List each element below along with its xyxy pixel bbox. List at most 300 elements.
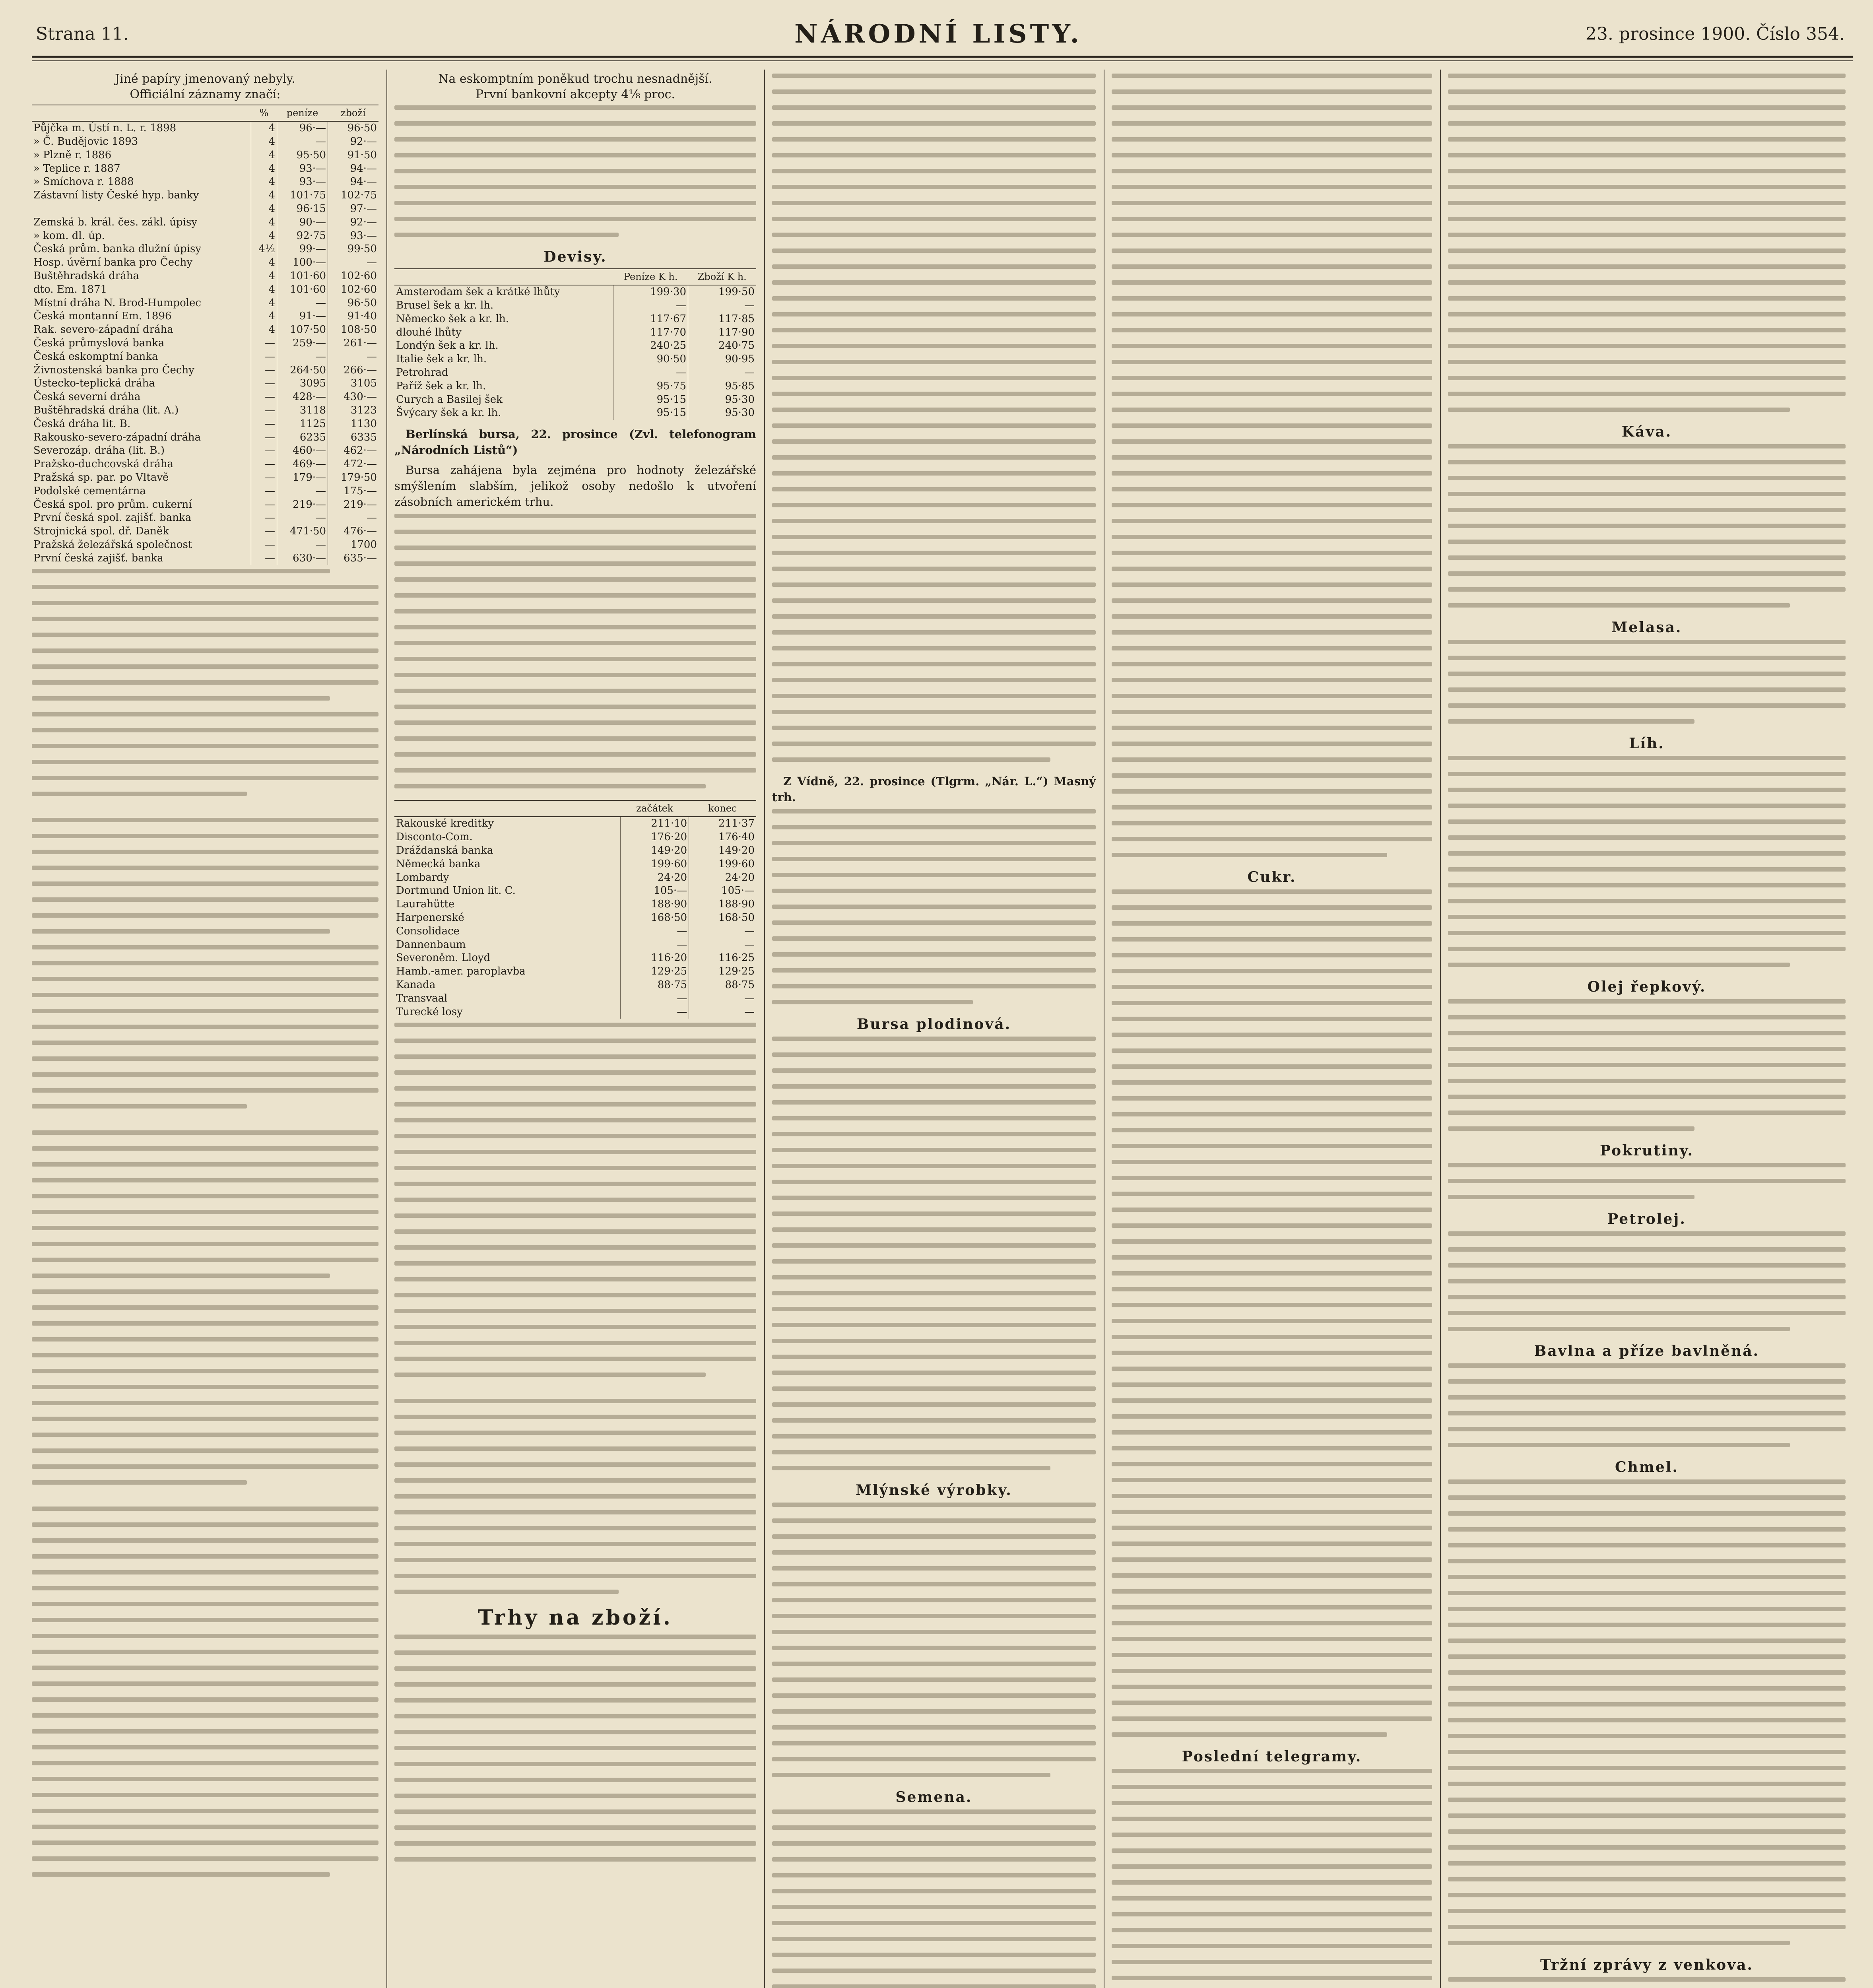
- table-cell: —: [251, 350, 277, 364]
- table-row: [32, 162, 378, 176]
- table-row: [32, 337, 378, 350]
- text-block: [1112, 889, 1432, 1737]
- table-cell: 4: [251, 175, 277, 189]
- table-cell: 3123: [328, 404, 378, 417]
- table-row: [394, 925, 756, 938]
- olej-heading: Olej řepkový.: [1587, 978, 1706, 995]
- table-cell: 116·25: [689, 951, 756, 965]
- table-cell: 117·70: [613, 326, 688, 340]
- table-row: [32, 444, 378, 458]
- bavlna-heading: Bavlna a příze bavlněná.: [1534, 1343, 1760, 1359]
- table-cell: Londýn šek a kr. lh.: [396, 340, 499, 352]
- table-cell: 264·50: [277, 364, 328, 377]
- table-cell: —: [277, 538, 328, 552]
- table-cell: 96·50: [328, 121, 378, 135]
- table-cell: 635·—: [328, 552, 378, 565]
- table-cell: 4½: [251, 243, 277, 256]
- devisy-table: [394, 268, 756, 420]
- table-cell: 4: [251, 135, 277, 149]
- table-cell: 1125: [277, 417, 328, 431]
- table-cell: 6235: [277, 431, 328, 445]
- table-row: [32, 404, 378, 417]
- table-cell: 462·—: [328, 444, 378, 458]
- table-cell: 101·75: [277, 189, 328, 202]
- table-cell: —: [251, 552, 277, 565]
- text-block: [1112, 74, 1432, 857]
- table-cell: 116·20: [621, 951, 689, 965]
- section-heading: Jiné papíry jmenovaný nebyly.: [115, 72, 295, 86]
- table-cell: Česká spol. pro prům. cukerní: [33, 498, 192, 511]
- column-2: [394, 70, 756, 1988]
- table-cell: Hamb.-amer. paroplavba: [396, 965, 526, 978]
- table-cell: Německá banka: [396, 858, 481, 870]
- table-row: [394, 831, 756, 844]
- table-cell: —: [251, 471, 277, 485]
- table-cell: —: [277, 297, 328, 310]
- table-cell: Turecké losy: [396, 1006, 463, 1018]
- table-cell: 4: [251, 189, 277, 202]
- page-label: Strana 11.: [36, 24, 129, 44]
- text-block: [394, 1635, 756, 1862]
- table-row: [394, 339, 756, 353]
- table-cell: 90·—: [277, 216, 328, 229]
- table-row: [32, 350, 378, 364]
- pokrutiny-heading: Pokrutiny.: [1600, 1142, 1694, 1159]
- table-cell: Paříž šek a kr. lh.: [396, 380, 486, 392]
- table-cell: 105·—: [621, 884, 689, 898]
- bond-table: [32, 105, 378, 565]
- table-cell: 117·90: [688, 326, 756, 340]
- table-cell: 176·20: [621, 831, 689, 844]
- table-row: [32, 485, 378, 498]
- table-cell: » Plzně r. 1886: [33, 149, 112, 161]
- table-cell: První česká spol. zajišť. banka: [33, 512, 192, 524]
- column-3: [772, 70, 1096, 1988]
- column-divider: [764, 70, 765, 1988]
- table-cell: —: [613, 366, 688, 380]
- table-cell: —: [277, 135, 328, 149]
- table-cell: —: [251, 431, 277, 445]
- table-cell: Česká severní dráha: [33, 391, 141, 403]
- table-cell: 96·—: [277, 121, 328, 135]
- table-cell: 261·—: [328, 337, 378, 350]
- table-cell: 259·—: [277, 337, 328, 350]
- table-cell: Dannenbaum: [396, 938, 466, 951]
- table-cell: 102·60: [328, 283, 378, 297]
- table-cell: 179·50: [328, 471, 378, 485]
- table-cell: 199·50: [688, 285, 756, 299]
- table-row: [32, 283, 378, 297]
- table-cell: 100·—: [277, 256, 328, 270]
- table-cell: 240·75: [688, 339, 756, 353]
- table-cell: Švýcary šek a kr. lh.: [396, 407, 501, 419]
- table-cell: 471·50: [277, 525, 328, 538]
- table-cell: dto. Em. 1871: [33, 283, 107, 295]
- table-row: [32, 552, 378, 565]
- table-cell: 24·20: [689, 871, 756, 885]
- table-cell: —: [251, 390, 277, 404]
- table-row: [32, 216, 378, 229]
- table-cell: 101·60: [277, 283, 328, 297]
- table-cell: 92·—: [328, 135, 378, 149]
- table-cell: 4: [251, 202, 277, 216]
- table-cell: Dortmund Union lit. C.: [396, 885, 516, 897]
- table-cell: 4: [251, 229, 277, 243]
- telegram-heading: Poslední telegramy.: [1182, 1748, 1362, 1765]
- table-cell: 4: [251, 162, 277, 176]
- table-header: [394, 800, 621, 817]
- table-cell: Consolidace: [396, 925, 460, 937]
- table-row: [394, 978, 756, 992]
- table-cell: Živnostenská banka pro Čechy: [33, 364, 194, 376]
- text-block: [772, 809, 1096, 1004]
- table-cell: Severozáp. dráha (lit. B.): [33, 445, 165, 457]
- table-cell: Rakousko-severo-západní dráha: [33, 431, 201, 443]
- table-row: [394, 858, 756, 871]
- table-cell: —: [277, 511, 328, 525]
- table-cell: —: [688, 299, 756, 313]
- table-cell: 4: [251, 310, 277, 323]
- table-cell: —: [689, 992, 756, 1006]
- table-cell: 95·50: [277, 149, 328, 162]
- berlin-intro: Bursa zahájena byla zejména pro hodnoty železářské smýšlením slabším, jelikož osoby nedošlo k utvoření zásobních americkém trhu.: [394, 463, 756, 509]
- table-cell: —: [251, 525, 277, 538]
- table-cell: —: [251, 538, 277, 552]
- table-cell: —: [251, 485, 277, 498]
- table-header: konec: [689, 800, 756, 817]
- table-cell: Česká eskomptní banka: [33, 350, 158, 363]
- table-cell: 95·15: [613, 393, 688, 407]
- table-row: [32, 229, 378, 243]
- table-row: [394, 817, 756, 831]
- text-block: [1448, 74, 1846, 412]
- table-cell: Brusel šek a kr. lh.: [396, 299, 494, 311]
- table-cell: —: [328, 511, 378, 525]
- table-cell: 219·—: [277, 498, 328, 512]
- table-cell: Česká průmyslová banka: [33, 337, 165, 349]
- table-cell: Česká dráha lit. B.: [33, 417, 131, 430]
- table-cell: —: [251, 377, 277, 390]
- table-cell: 199·30: [613, 285, 688, 299]
- table-row: [394, 380, 756, 393]
- table-cell: Zástavní listy České hyp. banky: [33, 189, 199, 202]
- table-cell: —: [621, 938, 689, 952]
- table-cell: Italie šek a kr. lh.: [396, 353, 487, 365]
- section-heading: Na eskomptním poněkud trochu nesnadnější.: [438, 72, 712, 86]
- table-cell: Dráždanská banka: [396, 845, 493, 857]
- table-cell: 4: [251, 270, 277, 283]
- table-cell: 219·—: [328, 498, 378, 512]
- page-header: [16, 16, 1861, 64]
- table-cell: Curych a Basilej šek: [396, 393, 503, 406]
- table-cell: —: [251, 404, 277, 417]
- table-cell: 95·15: [613, 406, 688, 420]
- table-cell: » Smíchova r. 1888: [33, 176, 134, 188]
- table-row: [394, 965, 756, 978]
- table-row: [32, 498, 378, 512]
- table-header: peníze: [277, 105, 328, 121]
- table-row: [394, 898, 756, 911]
- table-cell: —: [621, 992, 689, 1006]
- table-cell: Německo šek a kr. lh.: [396, 313, 509, 325]
- table-cell: Pražská železářská společnost: [33, 538, 192, 551]
- table-cell: Pražsko-duchcovská dráha: [33, 458, 173, 470]
- table-header: Peníze K h.: [613, 269, 688, 285]
- table-cell: [32, 202, 251, 216]
- table-row: [32, 297, 378, 310]
- table-cell: 93·—: [328, 229, 378, 243]
- text-block: [1448, 1363, 1846, 1447]
- table-row: [32, 364, 378, 377]
- table-row: [32, 270, 378, 283]
- table-row: [394, 871, 756, 885]
- table-row: [394, 366, 756, 380]
- table-cell: 430·—: [328, 390, 378, 404]
- table-cell: 199·60: [689, 858, 756, 871]
- table-cell: —: [689, 1006, 756, 1019]
- table-cell: —: [277, 350, 328, 364]
- table-cell: 4: [251, 297, 277, 310]
- text-block: [772, 1037, 1096, 1470]
- table-row: [394, 326, 756, 340]
- table-cell: 211·37: [689, 817, 756, 831]
- masny-trh: Z Vídně, 22. prosince (Tlgrm. „Nár. L.“) Masný trh.: [772, 775, 1096, 804]
- table-cell: 93·—: [277, 175, 328, 189]
- text-block: [1448, 999, 1846, 1131]
- table-cell: 129·25: [621, 965, 689, 978]
- table-cell: 1130: [328, 417, 378, 431]
- table-cell: —: [328, 256, 378, 270]
- column-1: [32, 70, 378, 1988]
- table-header: [394, 269, 613, 285]
- melasa-heading: Melasa.: [1611, 619, 1682, 636]
- table-row: [32, 511, 378, 525]
- text-block: [1448, 444, 1846, 608]
- column-divider: [386, 70, 387, 1988]
- table-cell: 117·67: [613, 313, 688, 326]
- table-cell: dlouhé lhůty: [396, 326, 462, 338]
- text-block: [394, 514, 756, 788]
- table-cell: 102·75: [328, 189, 378, 202]
- table-cell: 107·50: [277, 323, 328, 337]
- table-cell: Lombardy: [396, 871, 449, 883]
- table-row: [394, 299, 756, 313]
- table-row: [32, 256, 378, 270]
- column-4: [1112, 70, 1432, 1988]
- table-cell: 476·—: [328, 525, 378, 538]
- table-cell: Buštěhradská dráha: [33, 270, 140, 282]
- table-cell: —: [251, 511, 277, 525]
- table-cell: Hosp. úvěrní banka pro Čechy: [33, 256, 193, 269]
- bursa-heading: Bursa plodinová.: [856, 1016, 1011, 1033]
- text-block: [772, 74, 1096, 762]
- table-cell: Severoněm. Lloyd: [396, 952, 491, 964]
- table-row: [394, 393, 756, 407]
- table-cell: » Č. Budějovic 1893: [33, 135, 138, 148]
- table-cell: 99·50: [328, 243, 378, 256]
- table-row: [32, 310, 378, 323]
- table-cell: 188·90: [621, 898, 689, 911]
- table-cell: 117·85: [688, 313, 756, 326]
- table-row: [32, 458, 378, 471]
- table-cell: 4: [251, 323, 277, 337]
- table-cell: 96·50: [328, 297, 378, 310]
- berlin-table: [394, 800, 756, 1019]
- table-cell: 3105: [328, 377, 378, 390]
- table-cell: Zemská b. král. čes. zákl. úpisy: [33, 216, 198, 228]
- table-cell: 1700: [328, 538, 378, 552]
- table-header: začátek: [621, 800, 689, 817]
- table-cell: Ústecko-teplická dráha: [33, 377, 155, 390]
- table-cell: 4: [251, 256, 277, 270]
- table-row: [32, 377, 378, 390]
- table-cell: Česká prům. banka dlužní úpisy: [33, 243, 202, 255]
- table-cell: Transvaal: [396, 992, 448, 1004]
- table-cell: 88·75: [621, 978, 689, 992]
- table-cell: 95·30: [688, 406, 756, 420]
- table-cell: —: [621, 1006, 689, 1019]
- table-cell: Rakouské kreditky: [396, 817, 494, 830]
- table-cell: 96·15: [277, 202, 328, 216]
- trzni-heading: Tržní zprávy z venkova.: [1540, 1957, 1753, 1973]
- table-cell: 90·95: [688, 353, 756, 366]
- table-cell: —: [277, 485, 328, 498]
- table-cell: 188·90: [689, 898, 756, 911]
- column-5: [1448, 70, 1846, 1988]
- table-row: [394, 1006, 756, 1019]
- masthead: NÁRODNÍ LISTY.: [794, 19, 1082, 49]
- table-header: [32, 105, 251, 121]
- table-cell: Amsterodam šek a krátké lhůty: [396, 286, 560, 298]
- table-row: [32, 390, 378, 404]
- table-cell: —: [621, 925, 689, 938]
- table-cell: 168·50: [689, 911, 756, 925]
- table-cell: —: [328, 350, 378, 364]
- table-cell: 99·—: [277, 243, 328, 256]
- table-row: [32, 189, 378, 202]
- table-cell: 108·50: [328, 323, 378, 337]
- devisy-heading: Devisy.: [543, 248, 607, 265]
- table-cell: Petrohrad: [396, 366, 448, 379]
- table-cell: 24·20: [621, 871, 689, 885]
- table-cell: —: [251, 337, 277, 350]
- table-cell: 88·75: [689, 978, 756, 992]
- header-rule: [32, 56, 1853, 58]
- petrolej-heading: Petrolej.: [1607, 1211, 1686, 1227]
- text-block: [772, 1503, 1096, 1777]
- trhy-heading: Trhy na zboží.: [478, 1606, 673, 1630]
- table-cell: Česká montanní Em. 1896: [33, 310, 172, 322]
- table-cell: —: [689, 925, 756, 938]
- table-cell: 149·20: [689, 844, 756, 858]
- table-row: [32, 243, 378, 256]
- table-row: [32, 538, 378, 552]
- table-row: [32, 525, 378, 538]
- table-header: zboží: [328, 105, 378, 121]
- table-cell: Harpenerské: [396, 912, 464, 924]
- table-cell: 472·—: [328, 458, 378, 471]
- table-cell: 102·60: [328, 270, 378, 283]
- table-cell: 92·75: [277, 229, 328, 243]
- text-block: [1448, 1231, 1846, 1331]
- text-block: [1112, 1769, 1432, 1988]
- table-header: Zboží K h.: [688, 269, 756, 285]
- table-cell: 179·—: [277, 471, 328, 485]
- table-cell: 266·—: [328, 364, 378, 377]
- section-subheading: Officiální záznamy značí:: [130, 87, 281, 101]
- cukr-heading: Cukr.: [1247, 869, 1297, 885]
- table-row: [32, 323, 378, 337]
- table-cell: » Teplice r. 1887: [33, 162, 120, 175]
- table-cell: 3118: [277, 404, 328, 417]
- date-issue: 23. prosince 1900. Číslo 354.: [1585, 24, 1845, 44]
- text-block: [1448, 756, 1846, 967]
- table-cell: —: [251, 498, 277, 512]
- mlynske-heading: Mlýnské výrobky.: [856, 1482, 1012, 1499]
- header-rule-thin: [32, 60, 1853, 61]
- table-row: [32, 175, 378, 189]
- table-row: [394, 406, 756, 420]
- text-block: [1448, 1479, 1846, 1945]
- table-cell: 93·—: [277, 162, 328, 176]
- table-cell: 4: [251, 121, 277, 135]
- table-cell: 105·—: [689, 884, 756, 898]
- text-block: [1448, 1977, 1846, 1988]
- column-divider: [1440, 70, 1441, 1988]
- table-row: [32, 121, 378, 135]
- table-row: [32, 135, 378, 149]
- table-row: [32, 431, 378, 445]
- table-cell: 95·30: [688, 393, 756, 407]
- table-cell: Laurahütte: [396, 898, 455, 911]
- table-row: [32, 149, 378, 162]
- table-cell: 97·—: [328, 202, 378, 216]
- table-row: [32, 202, 378, 216]
- table-cell: 428·—: [277, 390, 328, 404]
- table-cell: Místní dráha N. Brod-Humpolec: [33, 297, 202, 309]
- table-cell: 3095: [277, 377, 328, 390]
- semena-heading: Semena.: [895, 1789, 972, 1806]
- table-row: [32, 417, 378, 431]
- table-row: [394, 844, 756, 858]
- table-row: [394, 951, 756, 965]
- table-cell: —: [251, 458, 277, 471]
- table-cell: Podolské cementárna: [33, 485, 146, 497]
- chmel-heading: Chmel.: [1615, 1459, 1679, 1475]
- table-cell: 95·75: [613, 380, 688, 393]
- section-subheading: První bankovní akcepty 4⅛ proc.: [476, 87, 675, 101]
- table-cell: Buštěhradská dráha (lit. A.): [33, 404, 179, 416]
- table-cell: 4: [251, 149, 277, 162]
- table-cell: 101·60: [277, 270, 328, 283]
- table-cell: Rak. severo-západní dráha: [33, 324, 173, 336]
- table-row: [394, 313, 756, 326]
- table-cell: 91·40: [328, 310, 378, 323]
- table-cell: 469·—: [277, 458, 328, 471]
- table-row: [394, 992, 756, 1006]
- table-cell: —: [251, 444, 277, 458]
- table-cell: 6335: [328, 431, 378, 445]
- table-cell: 460·—: [277, 444, 328, 458]
- text-block: [772, 1809, 1096, 1988]
- table-cell: 4: [251, 283, 277, 297]
- text-block: [1448, 1163, 1846, 1199]
- text-block: [1448, 640, 1846, 724]
- table-row: [394, 884, 756, 898]
- table-cell: 95·85: [688, 380, 756, 393]
- table-cell: 91·—: [277, 310, 328, 323]
- table-cell: —: [251, 417, 277, 431]
